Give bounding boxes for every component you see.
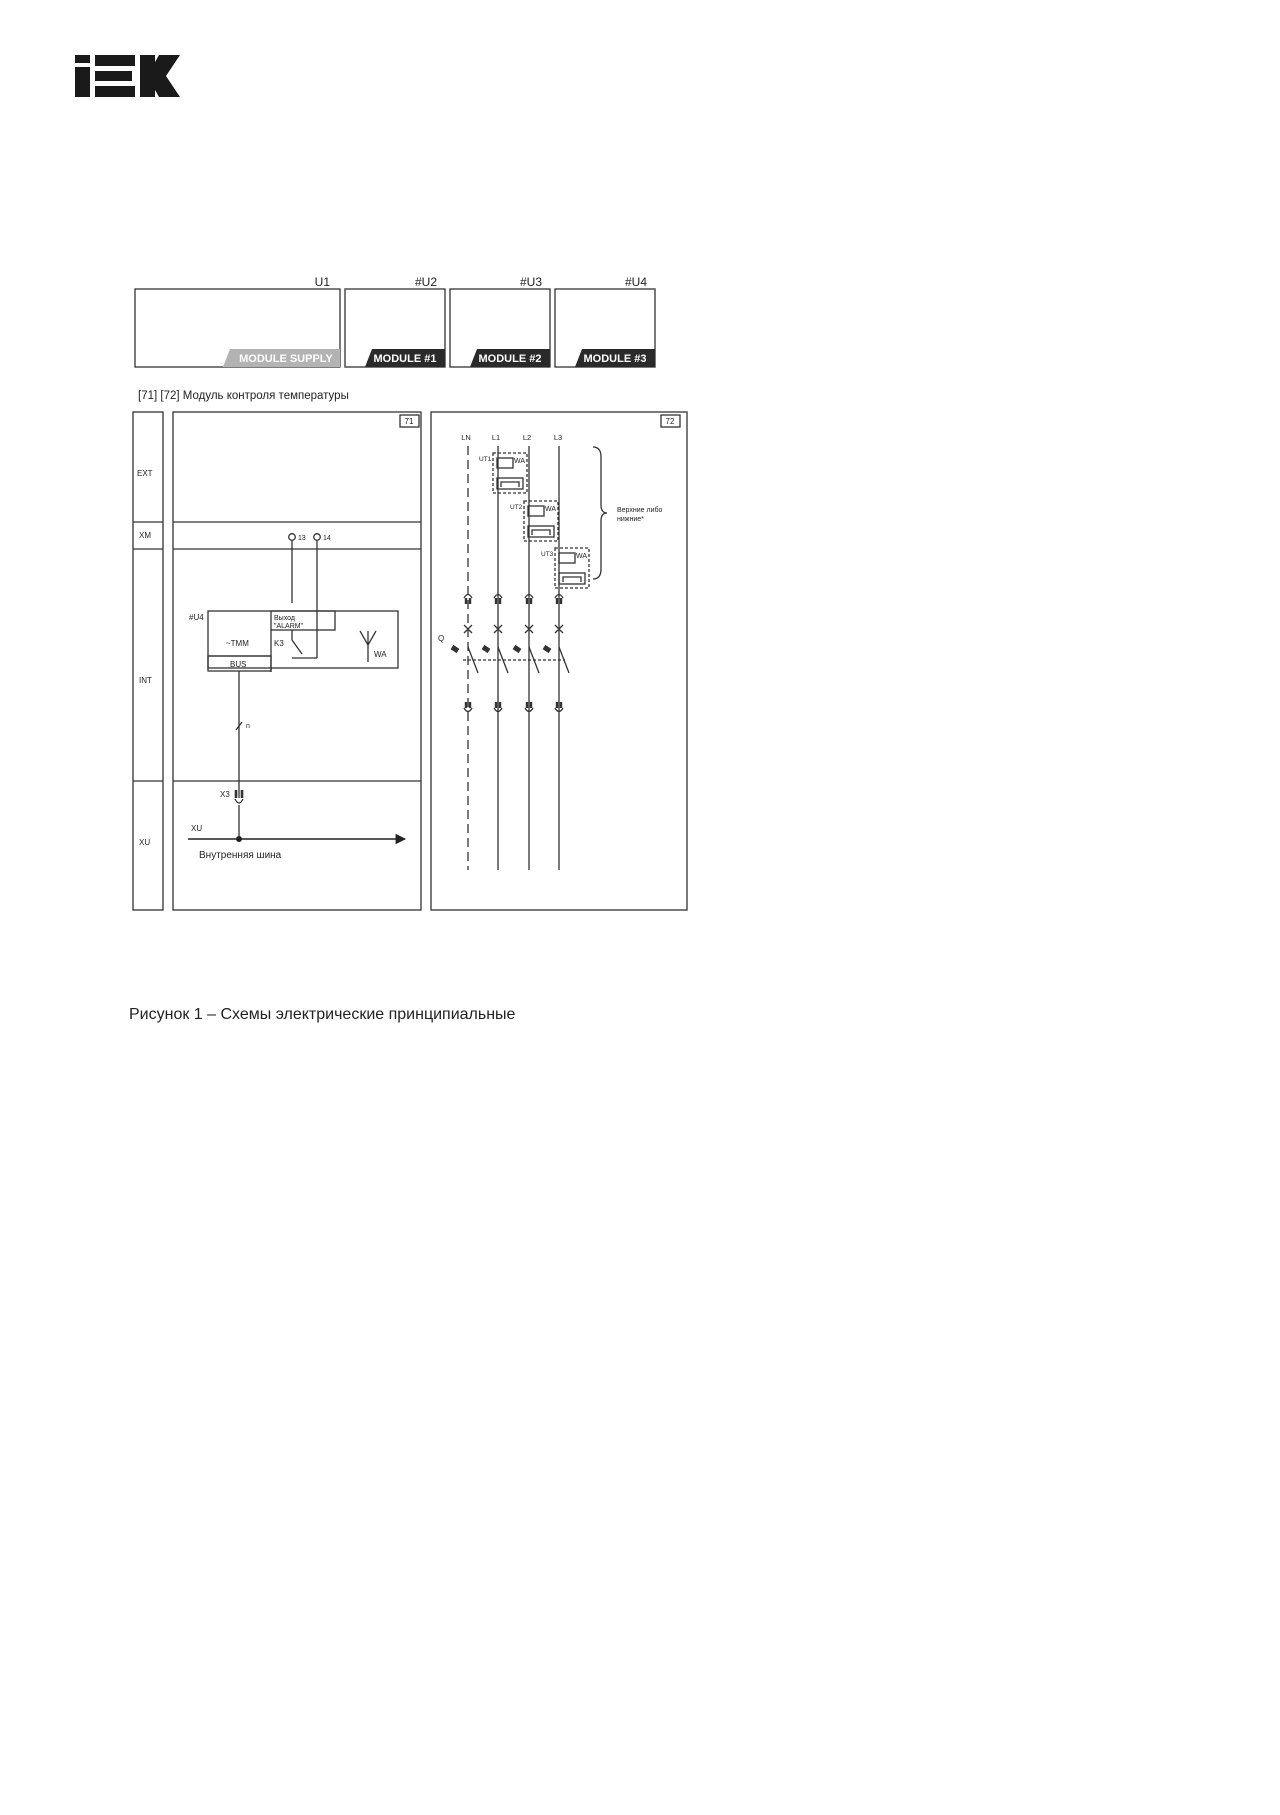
sensor-ut1	[479, 453, 527, 493]
sensor-ut3	[541, 548, 589, 588]
figure-caption: Рисунок 1 – Схемы электрические принципиальные	[129, 1006, 516, 1023]
brace	[593, 447, 607, 579]
module-u2-id: #U2	[414, 275, 437, 289]
terminal-13: 13	[298, 535, 306, 542]
module-u3-label: MODULE #2	[478, 353, 542, 365]
line-l2-label: L2	[522, 433, 532, 442]
panel-71	[173, 412, 421, 910]
line-l1-label: L1	[491, 433, 501, 442]
module-u3	[450, 275, 550, 367]
zone-int: INT	[139, 676, 152, 685]
wa-label: WA	[374, 650, 387, 659]
zone-xu: XU	[139, 838, 151, 847]
xu-label: XU	[191, 824, 203, 833]
sensor-ut3-wa: WA	[576, 553, 588, 560]
sensor-ut2	[510, 501, 558, 541]
internal-bus-label: Внутренняя шина	[199, 850, 282, 861]
zone-xm: XM	[139, 531, 151, 540]
terminal-14: 14	[323, 535, 331, 542]
sensor-ut2-label: UT2	[510, 504, 523, 511]
output-label-alarm: "ALARM"	[274, 623, 304, 630]
module-u2	[345, 275, 445, 367]
section-title: [71] [72] Модуль контроля температуры	[138, 390, 349, 402]
k3-label: K3	[274, 639, 284, 648]
panel-71-number: 71	[404, 417, 414, 426]
tmm-label: ~TMM	[226, 639, 249, 648]
module-u3-id: #U3	[519, 275, 542, 289]
bus-label: BUS	[230, 660, 247, 669]
line-l3-label: L3	[553, 433, 563, 442]
module-u4	[555, 275, 655, 367]
sensor-ut1-label: UT1	[479, 456, 492, 463]
zone-column	[133, 412, 163, 910]
output-label: Выход	[274, 615, 295, 622]
module-u1-label: MODULE SUPPLY	[239, 353, 333, 365]
zone-ext: EXT	[137, 469, 153, 478]
sensor-ut1-wa: WA	[514, 458, 526, 465]
n-label: n	[246, 723, 250, 730]
sensor-ut2-wa: WA	[545, 506, 557, 513]
x3-label: X3	[220, 790, 230, 799]
module-u4-label: MODULE #3	[583, 353, 647, 365]
device-u4-label: #U4	[189, 613, 204, 622]
module-u2-label: MODULE #1	[373, 353, 437, 365]
module-u1-id: U1	[314, 275, 330, 289]
line-ln-label: LN	[461, 433, 471, 442]
mount-note-2: нижние*	[617, 516, 644, 523]
panel-72	[431, 412, 687, 910]
module-u1	[135, 275, 340, 367]
sensor-ut3-label: UT3	[541, 551, 554, 558]
mount-note-1: Верхние либо	[617, 507, 663, 514]
module-u4-id: #U4	[624, 275, 647, 289]
panel-72-number: 72	[665, 417, 675, 426]
breaker-q-label: Q	[438, 634, 445, 643]
